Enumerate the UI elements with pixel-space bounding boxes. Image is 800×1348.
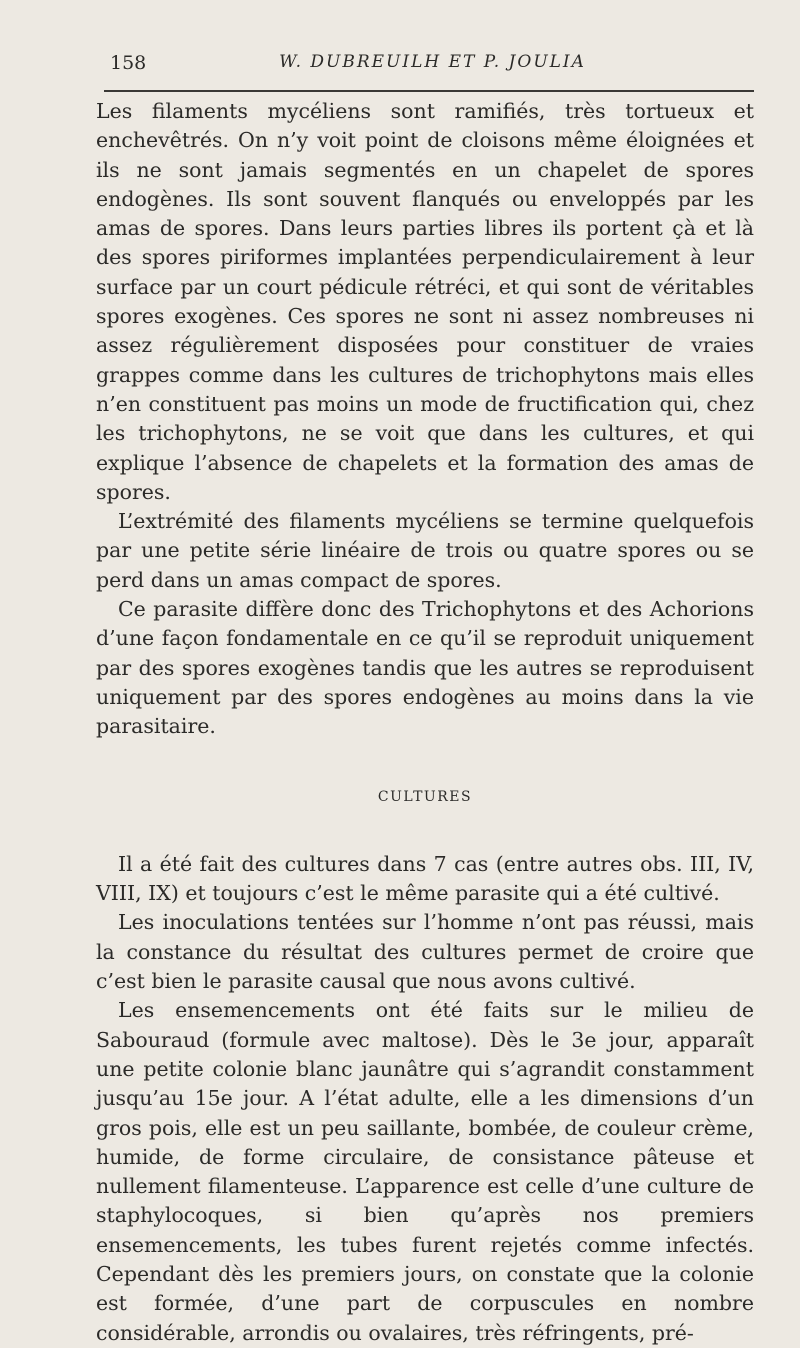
paragraph: Les ensemencements ont été faits sur le milieu de Sabouraud (formule avec maltose). Dès le 3e jour, apparaît une petite colonie blanc jaunâtre qui s’agrandit constamment jusqu’au 15e jour. A l’état adulte, elle a les dimensions d’un gros pois, elle est un peu saillante, bombée, de couleur crème, humide, de forme circulaire, de consistance pâteuse et nullement filamenteuse. L’apparence est celle d’une culture de staphylocoques, si bien qu’après nos premiers ensemencements, les tubes furent rejetés comme infectés. Cependant dès les premiers jours, on constate que la colonie est formée, d’une part de corpuscules en nombre considérable, arrondis ou ovalaires, très réfringents, pré- [96,998,754,1345]
page-header [110,52,755,82]
paragraph: Les inoculations tentées sur l’homme n’ont pas réussi, mais la constance du résultat des cultures permet de croire que c’est bien le parasite causal que nous avons cultivé. [96,910,754,994]
section-heading: CULTURES [377,788,473,805]
body-text [96,97,754,1348]
running-head: W. DUBREUILH ET P. JOULIA [279,52,586,72]
paragraph: Les filaments mycéliens sont ramifiés, très tortueux et enchevêtrés. On n’y voit point de cloisons même éloignées et ils ne sont jamais segmentés en un chapelet de spores endogènes. Ils sont souvent flanqués ou enveloppés par les amas de spores. Dans leurs parties libres ils portent çà et là des spores piriformes implantées perpendiculairement à leur surface par un court pédicule rétréci, et qui sont de véritables spores exogènes. Ces spores ne sont ni assez nombreuses ni assez régulièrement disposées pour constituer de vraies grappes comme dans les cultures de trichophytons mais elles n’en constituent pas moins un mode de fructification qui, chez les trichophytons, ne se voit que dans les cultures, et qui explique l’absence de chapelets et la formation des amas de spores. [96,99,754,504]
header-rule [104,90,754,92]
paragraph: L’extrémité des filaments mycéliens se termine quelquefois par une petite série linéaire de trois ou quatre spores ou se perd dans un amas compact de spores. [96,509,754,592]
page-number: 158 [110,52,147,74]
paragraph: Il a été fait des cultures dans 7 cas (entre autres obs. III, IV, VIII, IX) et toujours c’est le même parasite qui a été cultivé. [96,851,754,906]
paragraph: Ce parasite diffère donc des Trichophytons et des Achorions d’une façon fondamentale en ce qu’il se reproduit uniquement par des spores exogènes tandis que les autres se reproduisent uniquement par des spores endogènes au moins dans la vie parasitaire. [96,597,754,739]
